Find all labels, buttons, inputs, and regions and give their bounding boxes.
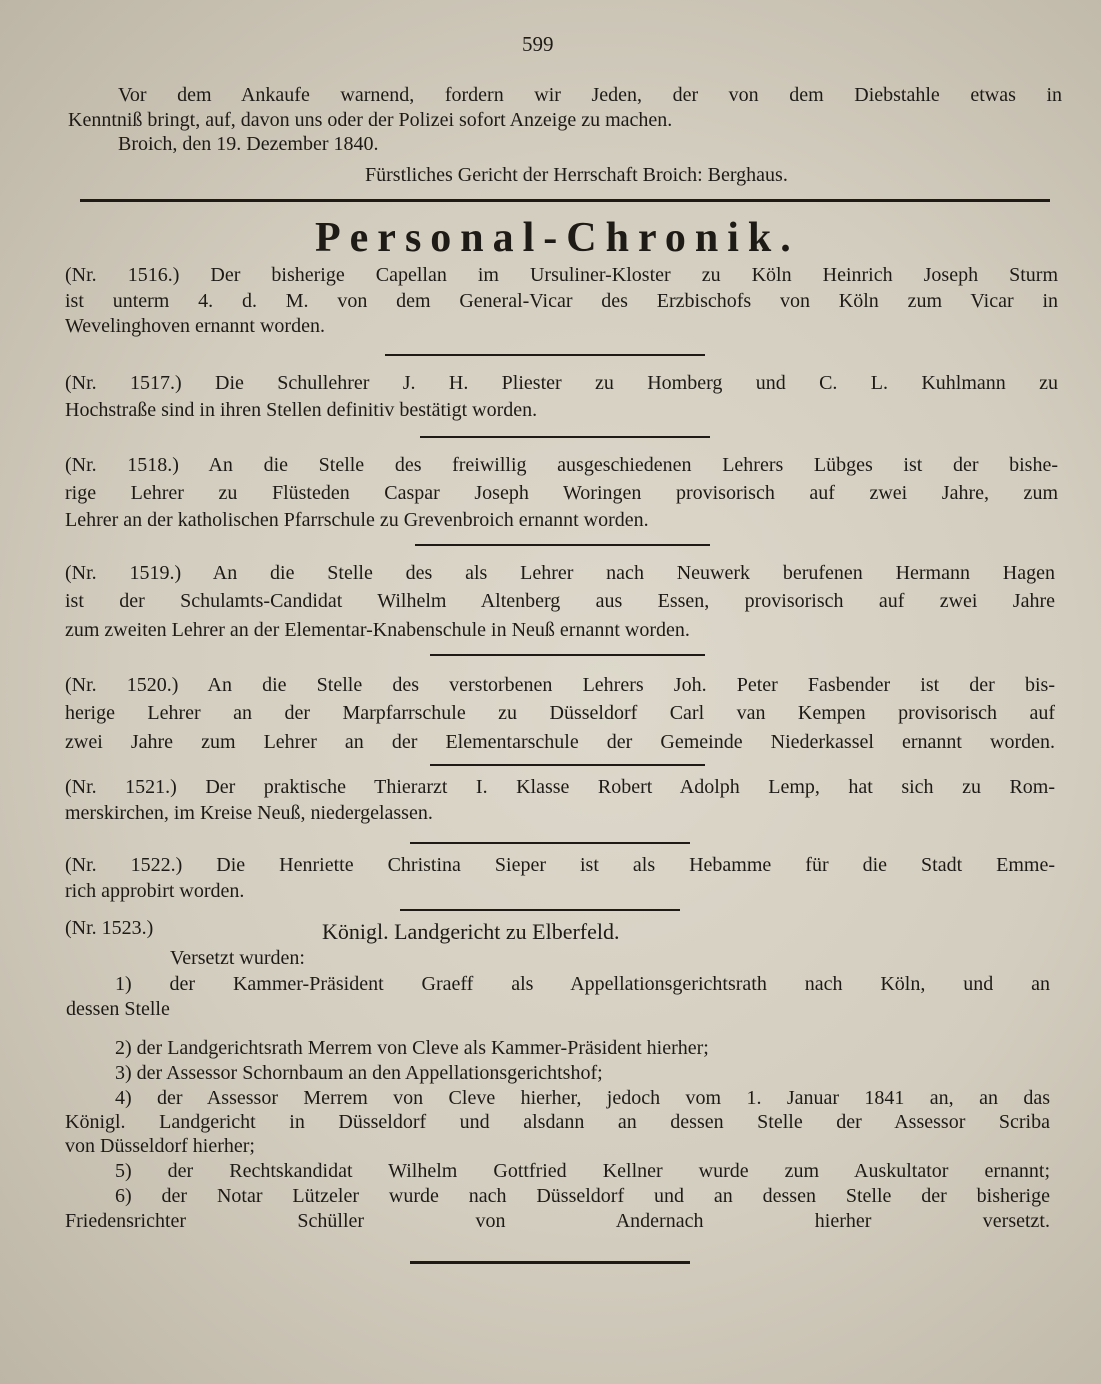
divider xyxy=(400,909,680,911)
text-line: zum zweiten Lehrer an der Elementar-Knabenschule in Neuß ernannt worden. xyxy=(65,619,690,641)
text-line: Lehrer an der katholischen Pfarrschule zu Grevenbroich ernannt worden. xyxy=(65,509,649,531)
divider xyxy=(430,654,705,656)
list-item: 1) der Kammer-Präsident Graeff als Appellationsgerichtsrath nach Köln, und an xyxy=(115,973,1050,995)
list-item: 4) der Assessor Merrem von Cleve hierher, jedoch vom 1. Januar 1841 an, an das xyxy=(115,1087,1050,1109)
divider xyxy=(410,842,690,844)
list-item: Königl. Landgericht in Düsseldorf und alsdann an dessen Stelle der Assessor Scriba xyxy=(65,1111,1050,1133)
text-line: merskirchen, im Kreise Neuß, niedergelassen. xyxy=(65,802,433,824)
list-item: von Düsseldorf hierher; xyxy=(65,1135,255,1157)
divider xyxy=(415,544,710,546)
text-line: Kenntniß bringt, auf, davon uns oder der Polizei sofort Anzeige zu machen. xyxy=(68,109,673,131)
divider xyxy=(410,1261,690,1264)
divider xyxy=(385,354,705,356)
entry-number: (Nr. 1523.) xyxy=(65,917,154,939)
text-line: ist der Schulamts-Candidat Wilhelm Altenberg aus Essen, provisorisch auf zwei Jahre xyxy=(65,590,1055,612)
signature-line: Fürstliches Gericht der Herrschaft Broich: Berghaus. xyxy=(365,164,788,186)
text-line: rich approbirt worden. xyxy=(65,880,245,902)
text-line: rige Lehrer zu Flüsteden Caspar Joseph Woringen provisorisch auf zwei Jahre, zum xyxy=(65,482,1058,504)
list-item: Friedensrichter Schüller von Andernach hierher versetzt. xyxy=(65,1210,1050,1232)
list-item: 6) der Notar Lützeler wurde nach Düsseldorf und an dessen Stelle der bisherige xyxy=(115,1185,1050,1207)
page-number: 599 xyxy=(522,32,554,56)
list-item: 2) der Landgerichtsrath Merrem von Cleve als Kammer-Präsident hierher; xyxy=(115,1037,709,1059)
date-line: Broich, den 19. Dezember 1840. xyxy=(118,133,379,155)
text-line: (Nr. 1518.) An die Stelle des freiwillig ausgeschiedenen Lehrers Lübges ist der bishe- xyxy=(65,454,1058,476)
text-line: (Nr. 1517.) Die Schullehrer J. H. Pliester zu Homberg und C. L. Kuhlmann zu xyxy=(65,372,1058,394)
divider xyxy=(80,199,1050,202)
list-item: 3) der Assessor Schornbaum an den Appellationsgerichtshof; xyxy=(115,1062,603,1084)
text-line: (Nr. 1516.) Der bisherige Capellan im Ursuliner-Kloster zu Köln Heinrich Joseph Sturm xyxy=(65,264,1058,286)
text-line: herige Lehrer an der Marpfarrschule zu Düsseldorf Carl van Kempen provisorisch auf xyxy=(65,702,1055,724)
list-item: dessen Stelle xyxy=(66,998,170,1020)
text-line: (Nr. 1520.) An die Stelle des verstorbenen Lehrers Joh. Peter Fasbender ist der bis- xyxy=(65,674,1055,696)
text-line: Hochstraße sind in ihren Stellen definitiv bestätigt worden. xyxy=(65,399,538,421)
divider xyxy=(420,436,710,438)
text-line: ist unterm 4. d. M. von dem General-Vicar des Erzbischofs von Köln zum Vicar in xyxy=(65,290,1058,312)
list-item: 5) der Rechtskandidat Wilhelm Gottfried Kellner wurde zum Auskultator ernannt; xyxy=(115,1160,1050,1182)
text-line: (Nr. 1519.) An die Stelle des als Lehrer nach Neuwerk berufenen Hermann Hagen xyxy=(65,562,1055,584)
section-title: Personal-Chronik. xyxy=(315,215,800,261)
divider xyxy=(430,764,705,766)
text-line: Wevelinghoven ernannt worden. xyxy=(65,315,325,337)
entry-heading: Königl. Landgericht zu Elberfeld. xyxy=(322,919,620,944)
text-line: (Nr. 1521.) Der praktische Thierarzt I. Klasse Robert Adolph Lemp, hat sich zu Rom- xyxy=(65,776,1055,798)
text-line: zwei Jahre zum Lehrer an der Elementarschule der Gemeinde Niederkassel ernannt worden. xyxy=(65,731,1055,753)
text-line: (Nr. 1522.) Die Henriette Christina Sieper ist als Hebamme für die Stadt Emme- xyxy=(65,854,1055,876)
entry-intro: Versetzt wurden: xyxy=(170,947,305,969)
text-line: Vor dem Ankaufe warnend, fordern wir Jeden, der von dem Diebstahle etwas in xyxy=(118,84,1062,106)
